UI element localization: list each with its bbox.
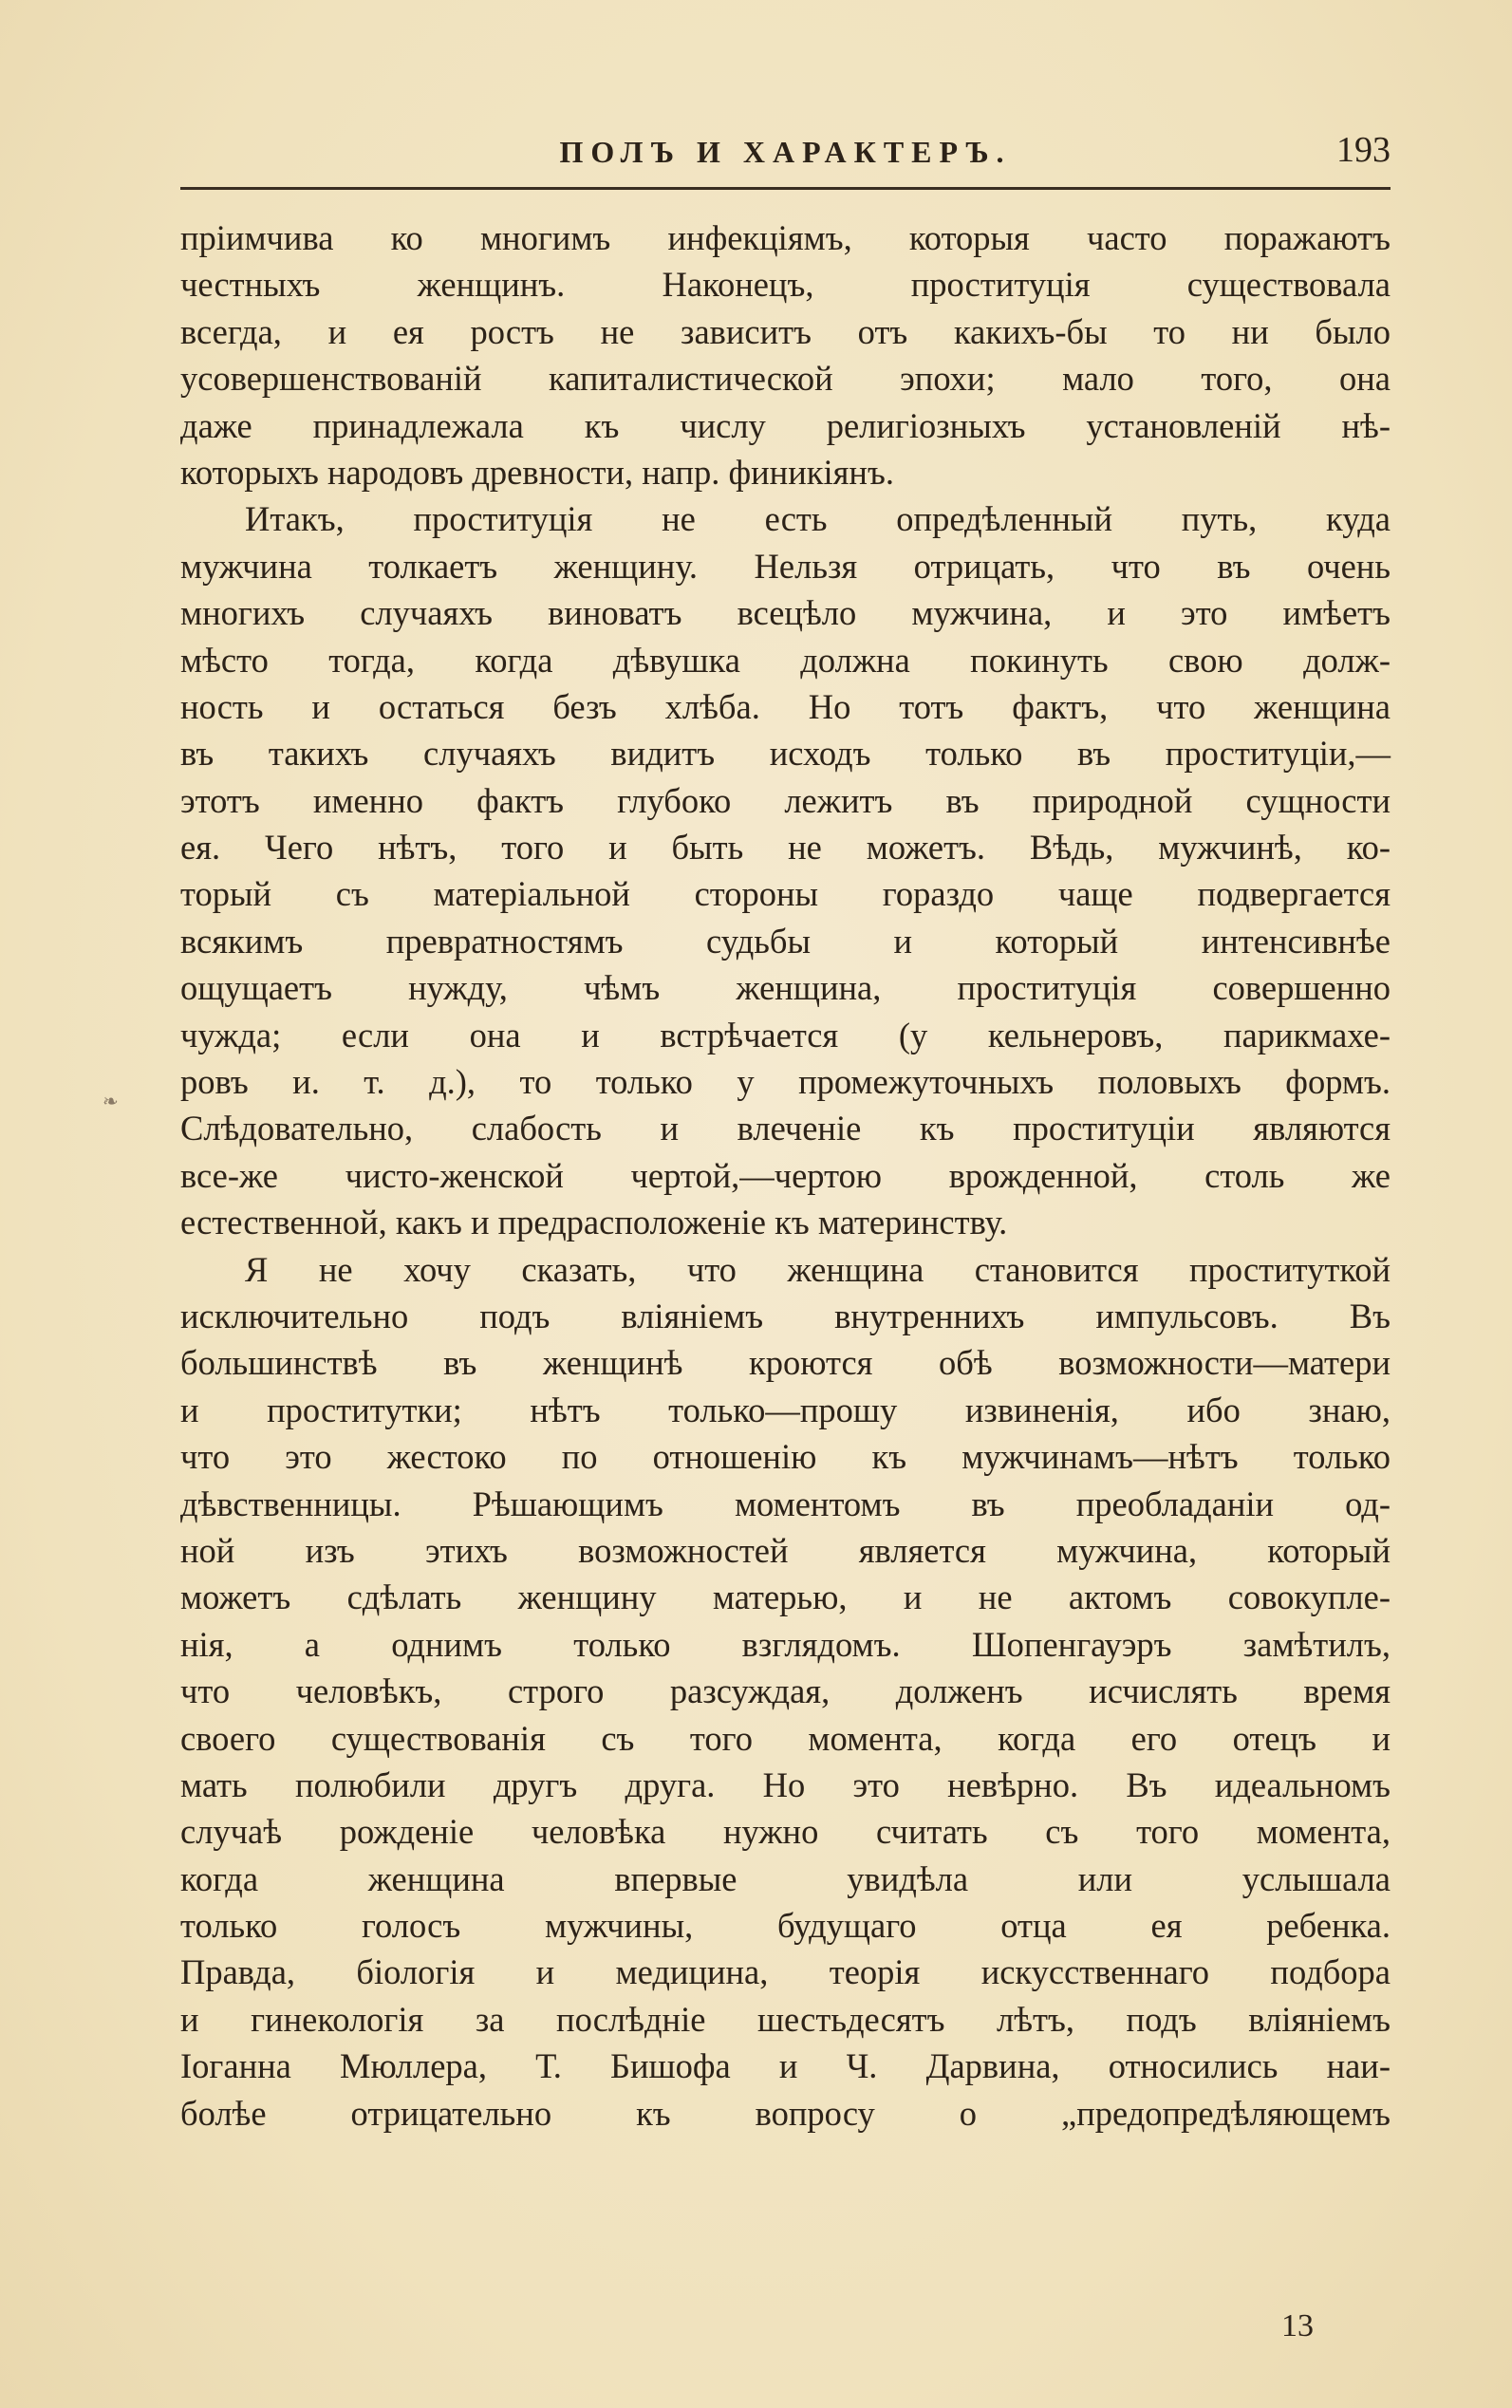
text-line: и гинекологія за послѣдніе шестьдесятъ лѣтъ, подъ вліяніемъ xyxy=(180,1999,1391,2039)
text-line: все-же чисто-женской чертой,—чертою врожденной, столь же xyxy=(180,1155,1391,1195)
text-line: всегда, и ея ростъ не зависитъ отъ какихъ-бы то ни было xyxy=(180,311,1391,351)
text-line: многихъ случаяхъ виноватъ всецѣло мужчина, и это имѣетъ xyxy=(180,593,1391,633)
text-line: и проститутки; нѣтъ только—прошу извиненія, ибо знаю, xyxy=(180,1390,1391,1429)
text-line: чужда; если она и встрѣчается (у кельнеровъ, парикмахе- xyxy=(180,1015,1391,1055)
signature-mark: 13 xyxy=(1281,2308,1314,2343)
text-line: которыхъ народовъ древности, напр. финикіянъ. xyxy=(180,452,894,492)
text-line: Я не хочу сказать, что женщина становится проституткой xyxy=(245,1249,1391,1289)
text-line: ной изъ этихъ возможностей является мужчина, который xyxy=(180,1530,1391,1570)
text-line: большинствѣ въ женщинѣ кроются обѣ возможности—матери xyxy=(180,1343,1391,1383)
text-line: ность и остаться безъ хлѣба. Но тотъ фактъ, что женщина xyxy=(180,686,1391,726)
text-line: дѣвственницы. Рѣшающимъ моментомъ въ преобладаніи од- xyxy=(180,1484,1391,1523)
running-title: ПОЛЪ И ХАРАКТЕРЪ. xyxy=(559,135,1012,169)
text-line: можетъ сдѣлать женщину матерью, и не актомъ совокупле- xyxy=(180,1577,1391,1617)
text-line: въ такихъ случаяхъ видитъ исходъ только въ проституціи,— xyxy=(180,734,1391,774)
text-line: своего существованія съ того момента, когда его отецъ и xyxy=(180,1718,1391,1758)
text-line: даже принадлежала къ числу религіозныхъ установленій нѣ- xyxy=(180,405,1391,445)
text-line: Іоганна Мюллера, Т. Бишофа и Ч. Дарвина, относились наи- xyxy=(180,2046,1391,2086)
text-line: исключительно подъ вліяніемъ внутреннихъ импульсовъ. Въ xyxy=(180,1296,1391,1335)
text-line: честныхъ женщинъ. Наконецъ, проституція существовала xyxy=(180,265,1391,305)
text-line: всякимъ превратностямъ судьбы и который интенсивнѣе xyxy=(180,921,1391,961)
text-line: ровъ и. т. д.), то только у промежуточныхъ половыхъ формъ. xyxy=(180,1062,1391,1102)
text-line: Итакъ, проституція не есть опредѣленный путь, куда xyxy=(245,499,1391,539)
text-line: торый съ матеріальной стороны гораздо чаще подвергается xyxy=(180,874,1391,914)
text-line: только голосъ мужчины, будущаго отца ея ребенка. xyxy=(180,1906,1391,1946)
body-text xyxy=(180,215,1391,2137)
text-line: когда женщина впервые увидѣла или услышала xyxy=(180,1858,1391,1898)
text-line: мать полюбили другъ друга. Но это невѣрно. Въ идеальномъ xyxy=(180,1764,1391,1804)
text-line: ощущаетъ нужду, чѣмъ женщина, проституція совершенно xyxy=(180,968,1391,1008)
text-line: этотъ именно фактъ глубоко лежитъ въ природной сущности xyxy=(180,780,1391,820)
text-line: естественной, какъ и предрасположеніе къ материнству. xyxy=(180,1203,1008,1242)
text-line: Правда, біологія и медицина, теорія искусственнаго подбора xyxy=(180,1952,1391,1992)
text-line: нія, а однимъ только взглядомъ. Шопенгауэръ замѣтилъ, xyxy=(180,1624,1391,1664)
text-line: ея. Чего нѣтъ, того и быть не можетъ. Вѣдь, мужчинѣ, ко- xyxy=(180,828,1391,868)
page-number: 193 xyxy=(1336,130,1391,170)
text-line: что это жестоко по отношенію къ мужчинамъ—нѣтъ только xyxy=(180,1437,1391,1477)
running-head xyxy=(180,121,1391,188)
text-line: мѣсто тогда, когда дѣвушка должна покинуть свою долж- xyxy=(180,640,1391,680)
text-line: пріимчива ко многимъ инфекціямъ, которыя часто поражаютъ xyxy=(180,218,1391,257)
text-line: мужчина толкаетъ женщину. Нельзя отрицать, что въ очень xyxy=(180,546,1391,586)
header-rule xyxy=(180,187,1391,190)
ink-speck-icon: ❧ xyxy=(103,1090,119,1112)
text-line: случаѣ рожденіе человѣка нужно считать съ того момента, xyxy=(180,1812,1391,1852)
text-line: Слѣдовательно, слабость и влеченіе къ проституціи являются xyxy=(180,1109,1391,1148)
text-line: болѣе отрицательно къ вопросу о „предопредѣляющемъ xyxy=(180,2093,1391,2133)
text-line: усовершенствованій капиталистической эпохи; мало того, она xyxy=(180,359,1391,399)
text-line: что человѣкъ, строго разсуждая, долженъ исчислять время xyxy=(180,1671,1391,1711)
